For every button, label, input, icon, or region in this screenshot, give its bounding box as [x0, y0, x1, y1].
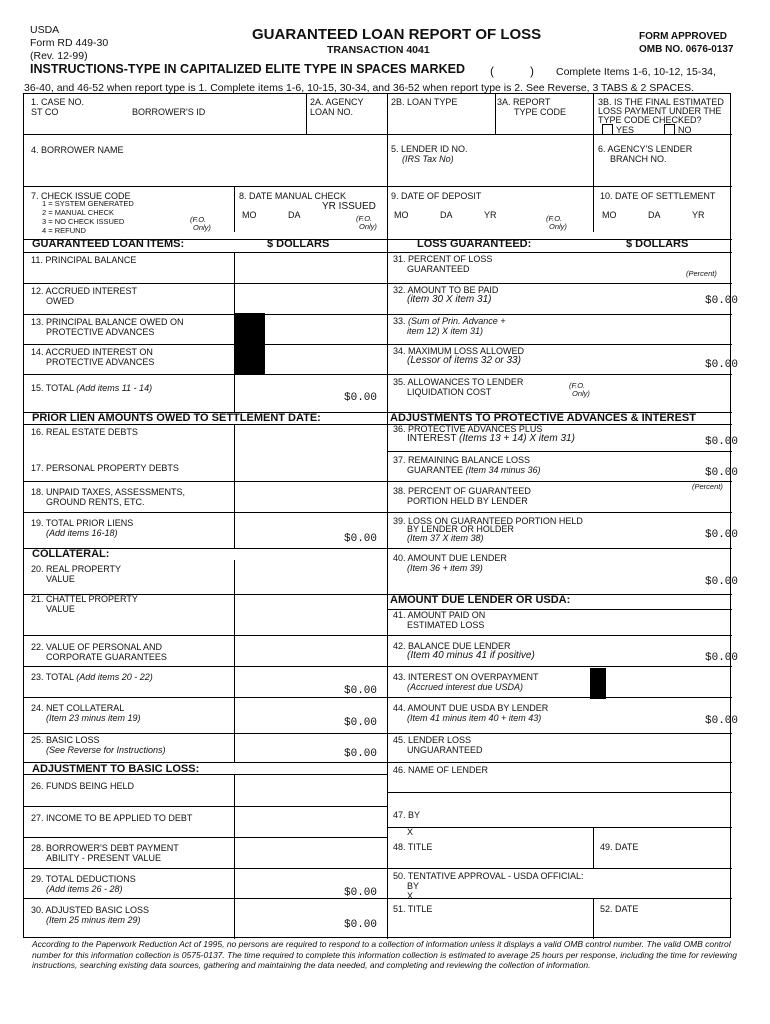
item-43-label-2: (Accrued interest due USDA) [407, 682, 524, 692]
center-divider [387, 94, 388, 939]
item-48-label: 48. TITLE [393, 842, 433, 852]
item-32-label-2: (item 30 X item 31) [407, 294, 492, 305]
item-14-label: 14. ACCRUED INTEREST ON [31, 347, 153, 357]
item-29-amount[interactable]: $0.00 [344, 887, 378, 899]
item-36-label: 36. PROTECTIVE ADVANCES PLUS [393, 424, 543, 434]
item-33-label-c: item 12) X item 31) [407, 326, 484, 336]
form-identifier [30, 24, 108, 63]
item-23-label [31, 672, 153, 683]
code-2: 2 = MANUAL CHECK [42, 208, 115, 217]
item-16-label: 16. REAL ESTATE DEBTS [31, 427, 138, 437]
row-line [24, 374, 732, 375]
fo-note-2: Only) [572, 389, 590, 398]
item-21-label: 21. CHATTEL PROPERTY [31, 594, 138, 604]
final-loss-label-2: LOSS PAYMENT UNDER THE [598, 106, 722, 116]
item-50-by: BY [407, 881, 420, 891]
item-33-label [393, 316, 505, 327]
row-line [24, 186, 732, 187]
percent-note: (Percent) [686, 269, 717, 278]
item-25-amount[interactable]: $0.00 [344, 748, 378, 760]
item-15-amount[interactable]: $0.00 [344, 392, 378, 404]
row-line [387, 548, 732, 549]
item-31-label-2: GUARANTEED [407, 264, 470, 274]
item-18-label-2: GROUND RENTS, ETC. [46, 497, 145, 507]
no-checkbox[interactable] [664, 124, 675, 135]
st-co-label: ST CO [31, 107, 59, 117]
item-47-x: X [407, 827, 414, 837]
date-deposit-label: 9. DATE OF DEPOSIT [391, 191, 482, 201]
item-23-amount[interactable]: $0.00 [344, 685, 378, 697]
item-20-label-2: VALUE [46, 574, 75, 584]
borrower-id-label: BORROWER'S ID [132, 107, 206, 117]
item-27-label: 27. INCOME TO BE APPLIED TO DEBT [31, 813, 193, 823]
lender-id-label: 5. LENDER ID NO. [391, 144, 468, 154]
form-revision: (Rev. 12-99) [30, 50, 88, 62]
row-line [24, 806, 387, 807]
row-line [24, 344, 732, 345]
item-19-amount[interactable]: $0.00 [344, 533, 378, 545]
item-34-label: 34. MAXIMUM LOSS ALLOWED [393, 346, 525, 356]
item-42-label: 42. BALANCE DUE LENDER [393, 641, 511, 651]
row-line [387, 792, 732, 793]
item-29-label: 29. TOTAL DEDUCTIONS [31, 874, 136, 884]
yr-issued-label: YR ISSUED [322, 201, 376, 212]
item-34-label-2: (Lessor of items 32 or 33) [407, 355, 521, 366]
item-36-label-c: (Items 13 + 14) X item 31) [459, 433, 575, 444]
item-14-label-2: PROTECTIVE ADVANCES [46, 357, 155, 367]
shaded-block [590, 668, 606, 699]
item-50-label: 50. TENTATIVE APPROVAL - USDA OFFICIAL: [393, 871, 584, 881]
row-line [387, 451, 732, 452]
final-loss-label-1: 3B. IS THE FINAL ESTIMATED [598, 97, 724, 107]
paperwork-reduction-notice: According to the Paperwork Reduction Act of 1995, no persons are required to respond to a collection of information unless it displays a valid OMB control number. The valid OMB control number for this information collection is 0575-0137. The time required to complete this information collection is estimated to average 25 hours per response, including the time for reviewing instructions, searching existing data sources, gathering and maintaining the data needed, and completing and reviewing the collection of information. [32, 939, 737, 970]
item-24-label-2: (Item 23 minus item 19) [46, 713, 141, 723]
item-25-label: 25. BASIC LOSS [31, 735, 100, 745]
adjustments-protective-heading: ADJUSTMENTS TO PROTECTIVE ADVANCES & INTEREST [390, 412, 696, 424]
item-51-label: 51. TITLE [393, 904, 433, 914]
item-22-label: 22. VALUE OF PERSONAL AND [31, 642, 163, 652]
adjustment-basic-heading: ADJUSTMENT TO BASIC LOSS: [32, 763, 200, 775]
item-35-label-2: LIQUIDATION COST [407, 387, 492, 397]
item-24-amount[interactable]: $0.00 [344, 717, 378, 729]
divider [593, 94, 594, 134]
agency-lender-label-2: BRANCH NO. [610, 154, 667, 164]
omb-number: OMB NO. 0676-0137 [639, 44, 734, 55]
row-line [24, 283, 732, 284]
report-type-label-1: 3A. REPORT [497, 97, 551, 107]
loan-type-label: 2B. LOAN TYPE [391, 97, 458, 107]
settlement-mo-label: MO [602, 210, 617, 220]
amount-due-heading: AMOUNT DUE LENDER OR USDA: [390, 594, 571, 606]
item-11-label: 11. PRINCIPAL BALANCE [31, 255, 137, 265]
item-39-label-2: BY LENDER OR HOLDER [407, 524, 514, 534]
dollars-heading: $ DOLLARS [626, 238, 689, 250]
item-44-label-2: (Item 41 minus item 40 + item 43) [407, 713, 542, 723]
item-30-label-2: (Item 25 minus item 29) [46, 915, 141, 925]
item-15-label-b: (Add items 11 - 14) [76, 383, 153, 393]
fo-note-1: (F.O. [356, 214, 373, 223]
row-line [24, 314, 732, 315]
item-37-amount[interactable]: $0.00 [705, 467, 739, 479]
settlement-da-label: DA [648, 210, 661, 220]
item-25-label-2: (See Reverse for Instructions) [46, 745, 166, 755]
item-17-label: 17. PERSONAL PROPERTY DEBTS [31, 463, 179, 473]
type-marker-close: ) [530, 64, 534, 78]
shaded-block [235, 313, 265, 374]
loss-guaranteed-heading: LOSS GUARANTEED: [417, 238, 532, 250]
agency-name: USDA [30, 24, 60, 36]
item-32-label: 32. AMOUNT TO BE PAID [393, 285, 499, 295]
divider [593, 134, 594, 186]
date-settlement-label: 10. DATE OF SETTLEMENT [600, 191, 716, 201]
item-37-label-b: GUARANTEE [407, 465, 466, 475]
item-37-label-c: (Item 34 minus 36) [465, 465, 541, 475]
item-26-label: 26. FUNDS BEING HELD [31, 781, 135, 791]
code-1: 1 = SYSTEM GENERATED [42, 199, 134, 208]
item-21-label-2: VALUE [46, 604, 75, 614]
item-36-label-b: INTEREST [407, 433, 460, 444]
item-19-label-2: (Add items 16-18) [46, 528, 118, 538]
settlement-yr-label: YR [692, 210, 705, 220]
item-24-label: 24. NET COLLATERAL [31, 703, 125, 713]
item-45-label-2: UNGUARANTEED [407, 745, 483, 755]
item-12-label: 12. ACCRUED INTEREST [31, 286, 138, 296]
divider [593, 186, 594, 232]
item-37-label-2 [407, 465, 541, 476]
item-46-label: 46. NAME OF LENDER [393, 765, 489, 775]
fo-note-1: (F.O. [546, 214, 563, 223]
item-31-label: 31. PERCENT OF LOSS [393, 254, 493, 264]
final-loss-label-3: TYPE CODE CHECKED? [598, 115, 702, 125]
date-manual-label: 8. DATE MANUAL CHECK [239, 191, 347, 201]
item-36-amount[interactable]: $0.00 [705, 436, 739, 448]
divider [234, 186, 235, 232]
check-issue-label: 7. CHECK ISSUE CODE [31, 191, 131, 201]
item-36-label-2 [407, 433, 575, 445]
item-18-label: 18. UNPAID TAXES, ASSESSMENTS, [31, 487, 186, 497]
percent-note: (Percent) [692, 482, 723, 491]
report-type-label-2: TYPE CODE [514, 107, 567, 117]
row-line [387, 481, 732, 482]
code-3: 3 = NO CHECK ISSUED [42, 217, 125, 226]
item-12-label-2: OWED [46, 296, 74, 306]
row-line [24, 697, 732, 698]
item-34-amount[interactable]: $0.00 [705, 359, 739, 371]
date-mo-label: MO [242, 210, 257, 220]
item-23-label-a: 23. TOTAL [31, 672, 77, 682]
date-da-label: DA [288, 210, 301, 220]
item-39-label-3: (Item 37 X item 38) [407, 533, 484, 543]
agency-lender-label-1: 6. AGENCY'S LENDER [598, 144, 693, 154]
item-13-label-2: PROTECTIVE ADVANCES [46, 327, 155, 337]
fo-note-1: (F.O. [569, 381, 586, 390]
row-line [24, 252, 732, 253]
item-28-label-2: ABILITY - PRESENT VALUE [46, 853, 162, 863]
item-47-label: 47. BY [393, 810, 421, 820]
agency-loan-label-1: 2A. AGENCY [310, 97, 364, 107]
row-line [387, 827, 732, 828]
row-line [24, 733, 732, 734]
fo-note-1: (F.O. [190, 215, 207, 224]
item-42-amount[interactable]: $0.00 [705, 652, 739, 664]
item-41-label-2: ESTIMATED LOSS [407, 620, 485, 630]
item-20-label: 20. REAL PROPERTY [31, 564, 122, 574]
code-4: 4 = REFUND [42, 226, 86, 235]
row-line [24, 635, 732, 636]
item-39-amount[interactable]: $0.00 [705, 529, 739, 541]
item-44-amount[interactable]: $0.00 [705, 715, 739, 727]
item-15-label-a: 15. TOTAL [31, 383, 77, 393]
no-label: NO [678, 125, 692, 135]
row-line [24, 424, 732, 425]
item-37-label: 37. REMAINING BALANCE LOSS [393, 455, 531, 465]
collateral-heading: COLLATERAL: [32, 548, 110, 560]
form-approved: FORM APPROVED [639, 31, 727, 42]
transaction-code: TRANSACTION 4041 [327, 44, 430, 56]
item-30-label: 30. ADJUSTED BASIC LOSS [31, 905, 150, 915]
row-line [387, 868, 732, 869]
item-13-label: 13. PRINCIPAL BALANCE OWED ON [31, 317, 184, 327]
item-38-label: 38. PERCENT OF GUARANTEED [393, 486, 531, 496]
item-38-label-2: PORTION HELD BY LENDER [407, 496, 528, 506]
form-number: Form RD 449-30 [30, 37, 109, 49]
amount-column-divider [234, 424, 235, 548]
item-42-label-2: (Item 40 minus 41 if positive) [407, 650, 535, 661]
item-29-label-2: (Add items 26 - 28) [46, 884, 123, 894]
item-33-label-b: (Sum of Prin. Advance + [408, 316, 506, 326]
deposit-yr-label: YR [484, 210, 497, 220]
item-50-x: X [407, 891, 414, 901]
item-44-label: 44. AMOUNT DUE USDA BY LENDER [393, 703, 549, 713]
yes-checkbox[interactable] [602, 124, 613, 135]
type-marker-open: ( [490, 64, 494, 78]
omb-approval [639, 30, 734, 56]
divider [306, 94, 307, 134]
amount-column-divider [234, 560, 235, 762]
guaranteed-items-heading: GUARANTEED LOAN ITEMS: [32, 238, 185, 250]
row-line [387, 666, 732, 667]
lender-id-sub: (IRS Tax No) [402, 154, 454, 164]
deposit-mo-label: MO [394, 210, 409, 220]
item-22-label-2: CORPORATE GUARANTEES [46, 652, 167, 662]
dollars-heading: $ DOLLARS [267, 238, 330, 250]
row-line [24, 898, 732, 899]
item-39-label: 39. LOSS ON GUARANTEED PORTION HELD [393, 516, 583, 526]
loss-report-form [23, 93, 739, 938]
item-28-label: 28. BORROWER'S DEBT PAYMENT [31, 843, 179, 853]
item-52-label: 52. DATE [600, 904, 639, 914]
item-23-label-b: (Add items 20 - 22) [76, 672, 153, 682]
divider [593, 898, 594, 939]
instructions-heading: INSTRUCTIONS-TYPE IN CAPITALIZED ELITE TYPE IN SPACES MARKED [30, 62, 465, 76]
row-line [24, 837, 387, 838]
borrower-name-label: 4. BORROWER NAME [31, 145, 124, 155]
instructions-complete-a: Complete Items 1-6, 10-12, 15-34, [556, 66, 716, 78]
prior-lien-heading: PRIOR LIEN AMOUNTS OWED TO SETTLEMENT DATE: [32, 412, 321, 424]
case-no-label: 1. CASE NO. [31, 97, 85, 107]
divider [495, 94, 496, 134]
fo-note-2: Only) [549, 222, 567, 231]
form-title: GUARANTEED LOAN REPORT OF LOSS [252, 26, 542, 43]
item-49-label: 49. DATE [600, 842, 639, 852]
yes-label: YES [616, 125, 635, 135]
item-19-label: 19. TOTAL PRIOR LIENS [31, 518, 134, 528]
deposit-da-label: DA [440, 210, 453, 220]
fo-note-2: Only) [359, 222, 377, 231]
item-45-label: 45. LENDER LOSS [393, 735, 472, 745]
item-41-label: 41. AMOUNT PAID ON [393, 610, 486, 620]
item-32-amount[interactable]: $0.00 [705, 295, 739, 307]
item-40-label-2: (Item 36 + item 39) [407, 563, 483, 573]
item-15-label [31, 383, 152, 394]
amount-column-divider [234, 774, 235, 939]
row-line [24, 868, 387, 869]
divider [593, 827, 594, 868]
fo-note-2: Only) [193, 223, 211, 232]
item-40-label: 40. AMOUNT DUE LENDER [393, 553, 507, 563]
item-35-label: 35. ALLOWANCES TO LENDER [393, 377, 524, 387]
row-line [387, 512, 732, 513]
instructions-complete-b: 36-40, and 46-52 when report type is 1. Complete items 1-6, 10-15, 30-34, and 36-52 when report type is 2. See Reverse, 3 TABS & 2 SPACES. [24, 82, 695, 94]
agency-loan-label-2: LOAN NO. [310, 107, 354, 117]
item-43-label: 43. INTEREST ON OVERPAYMENT [393, 672, 539, 682]
item-40-amount[interactable]: $0.00 [705, 576, 739, 588]
item-30-amount[interactable]: $0.00 [344, 919, 378, 931]
item-33-label-a: 33. [393, 316, 409, 326]
